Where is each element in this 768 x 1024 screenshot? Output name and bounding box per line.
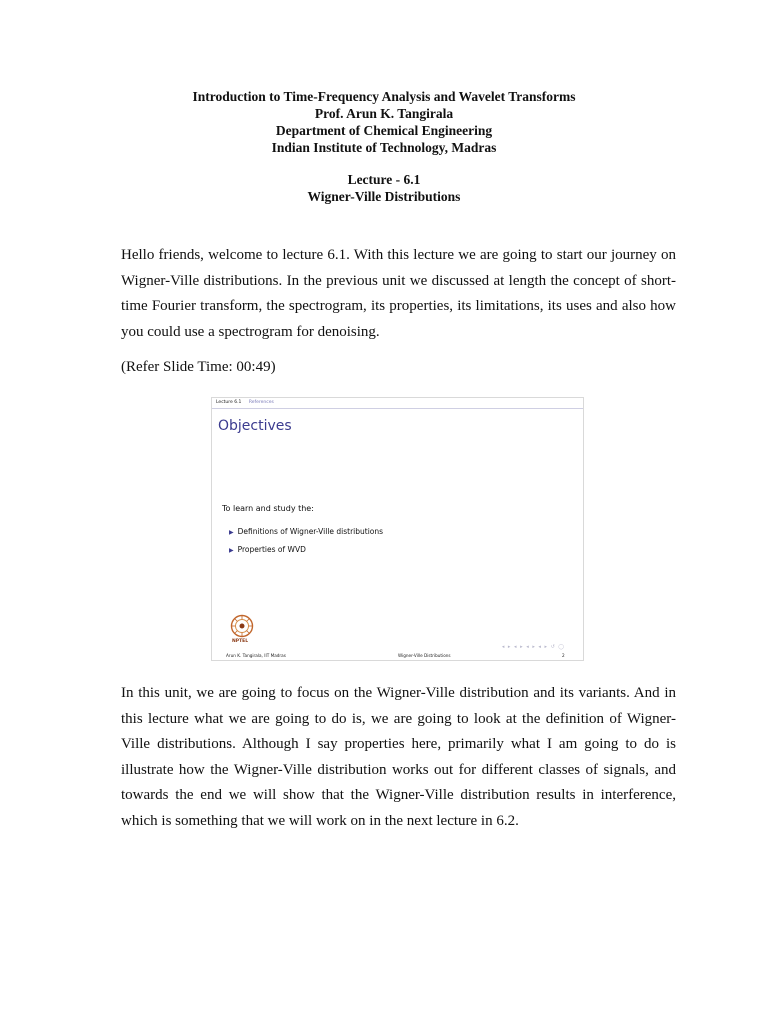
slide-bullet <box>229 545 306 554</box>
slide-footer-page: 2 <box>562 653 565 658</box>
institute-name: Indian Institute of Technology, Madras <box>271 140 497 155</box>
course-title: Introduction to Time-Frequency Analysis and Wavelet Transforms <box>192 89 576 104</box>
slide-bullet <box>229 527 383 536</box>
paragraph-unit-overview: In this unit, we are going to focus on the Wigner-Ville distribution and its variants. And in this lecture what we are going to do is, we are going to look at the definition of Wigner-Ville distributions. Although I say properties here, primarily what I am going to do is illustrate how the Wigner-Ville distribution works out for different classes of signals, and towards the end we will show that the Wigner-Ville distribution results in interference, which is something that we will work on in the next lecture in 6.2. <box>121 685 676 829</box>
slide-thumbnail <box>211 397 584 661</box>
nptel-logo-text: NPTEL <box>232 639 249 644</box>
bullet-triangle-icon: ▶ <box>229 547 234 554</box>
slide-bullet-text: Definitions of Wigner-Ville distributions <box>237 527 384 536</box>
slide-bullet-text: Properties of WVD <box>237 545 306 554</box>
slide-footer-topic: Wigner-Ville Distributions <box>398 653 451 658</box>
lecture-number: Lecture - 6.1 <box>347 172 421 187</box>
department-name: Department of Chemical Engineering <box>275 123 493 138</box>
slide-top-bar <box>212 398 583 408</box>
beamer-navigation-icons: ◂ ▸ ◂ ▸ ◂ ▸ ◂ ▸ ↺ ◯ <box>501 644 565 650</box>
slide-references-link: References <box>248 400 274 405</box>
slide-divider <box>212 408 583 409</box>
slide-time-reference: (Refer Slide Time: 00:49) <box>121 359 276 375</box>
paragraph-intro: Hello friends, welcome to lecture 6.1. With this lecture we are going to start our journey on Wigner-Ville distributions. In the previous unit we discussed at length the concept of short-time Fourier transform, the spectrogram, its properties, its limitations, its uses and also how you could use a spectrogram for denoising. <box>121 247 676 340</box>
lecture-title: Wigner-Ville Distributions <box>307 189 461 204</box>
bullet-triangle-icon: ▶ <box>229 529 234 536</box>
slide-footer-author: Arun K. Tangirala, IIT Madras <box>226 653 286 658</box>
professor-name: Prof. Arun K. Tangirala <box>314 106 454 121</box>
document-header <box>0 88 768 156</box>
slide-title: Objectives <box>218 418 292 434</box>
slide-lecture-label: Lecture 6.1 <box>216 400 242 405</box>
slide-intro-text: To learn and study the: <box>222 504 314 513</box>
slide-footer <box>212 651 583 660</box>
nptel-logo-icon <box>230 614 254 638</box>
lecture-heading <box>0 171 768 205</box>
